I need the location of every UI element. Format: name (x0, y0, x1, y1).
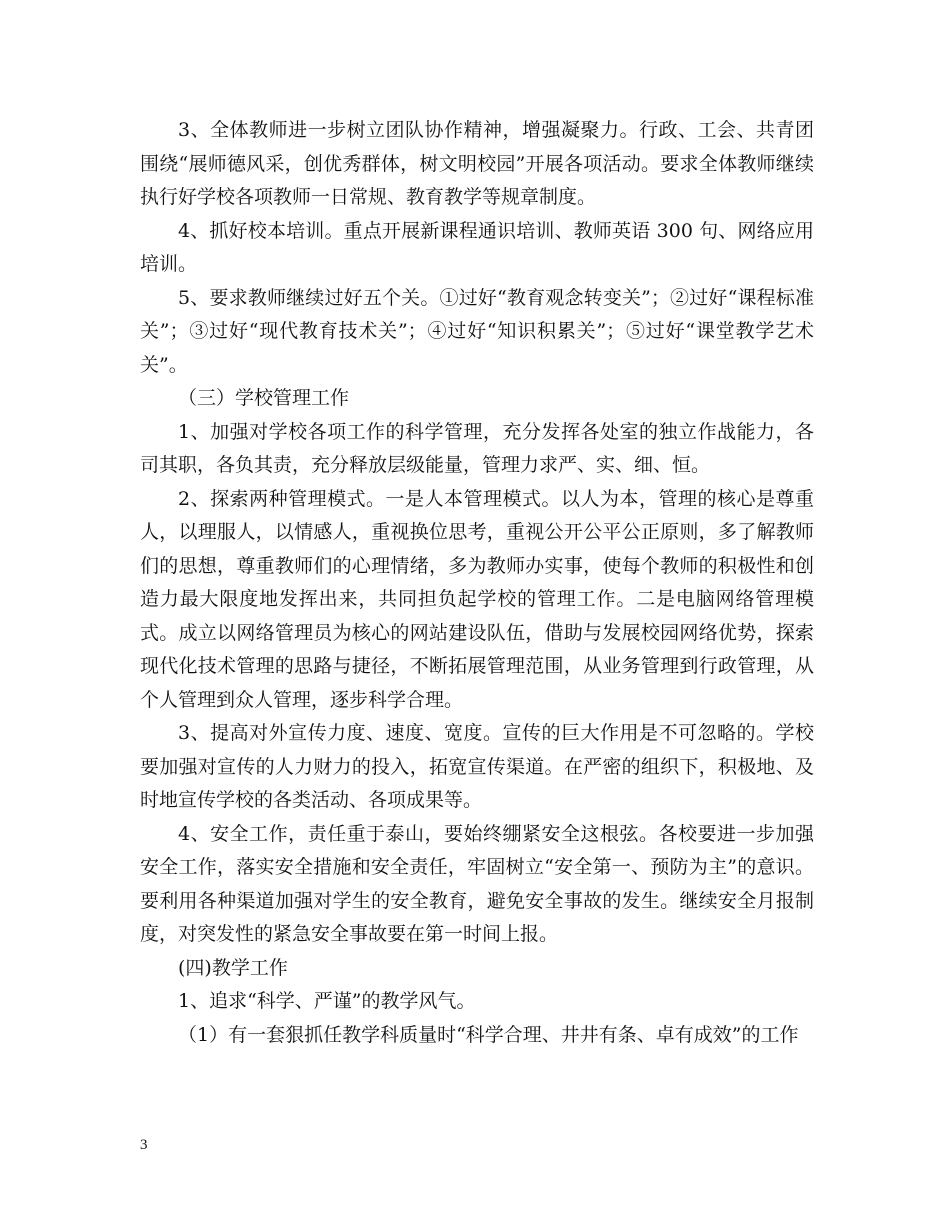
page-number: 3 (140, 1137, 148, 1153)
paragraph-scientific-management: 1、加强对学校各项工作的科学管理，充分发挥各处室的独立作战能力，各司其职，各负其责，充分释放层级能量，管理力求严、实、细、恒。 (140, 420, 814, 476)
paragraph-quality-system: （1）有一套狠抓任教学科质量时“科学合理、井井有条、卓有成效”的工作 (178, 1023, 799, 1046)
paragraph-teaching-style: 1、追求“科学、严谨”的教学风气。 (178, 990, 476, 1012)
paragraph-school-training: 4、抓好校本培训。重点开展新课程通识培训、教师英语 300 句、网络应用培训。 (140, 219, 814, 275)
paragraph-safety-work: 4、安全工作，责任重于泰山，要始终绷紧安全这根弦。各校要进一步加强安全工作，落实安全措施和安全责任，牢固树立“安全第一、预防为主”的意识。要利用各种渠道加强对学生的安全教育，避免安全事故的发生。继续安全月报制度，对突发性的紧急安全事故要在第一时间上报。 (140, 822, 814, 945)
section-heading-teaching-work: (四)教学工作 (178, 956, 288, 979)
paragraph-teacher-teamwork: 3、全体教师进一步树立团队协作精神，增强凝聚力。行政、工会、共青团围绕“展师德风采，创优秀群体，树文明校园”开展各项活动。要求全体教师继续执行好学校各项教师一日常规、教育教学等规章制度。 (140, 119, 814, 208)
paragraph-publicity: 3、提高对外宣传力度、速度、宽度。宣传的巨大作用是不可忽略的。学校要加强对宣传的人力财力的投入，拓宽宣传渠道。在严密的组织下，积极地、及时地宣传学校的各类活动、各项成果等。 (140, 722, 814, 811)
section-heading-school-management: （三）学校管理工作 (178, 387, 350, 409)
paragraph-five-passes: 5、要求教师继续过好五个关。①过好“教育观念转变关”；②过好“课程标准关”；③过好“现代教育技术关”；④过好“知识积累关”；⑤过好“课堂教学艺术关”。 (140, 286, 814, 376)
paragraph-management-modes: 2、探索两种管理模式。一是人本管理模式。以人为本，管理的核心是尊重人，以理服人，以情感人，重视换位思考，重视公开公平公正原则，多了解教师们的思想，尊重教师们的心理情绪，多为教师办实事，使每个教师的积极性和创造力最大限度地发挥出来，共同担负起学校的管理工作。二是电脑网络管理模式。成立以网络管理员为核心的网站建设队伍，借助与发展校园网络优势，探索现代化技术管理的思路与捷径，不断拓展管理范围，从业务管理到行政管理，从个人管理到众人管理，逐步科学合理。 (140, 487, 814, 711)
document-body (140, 114, 814, 1052)
